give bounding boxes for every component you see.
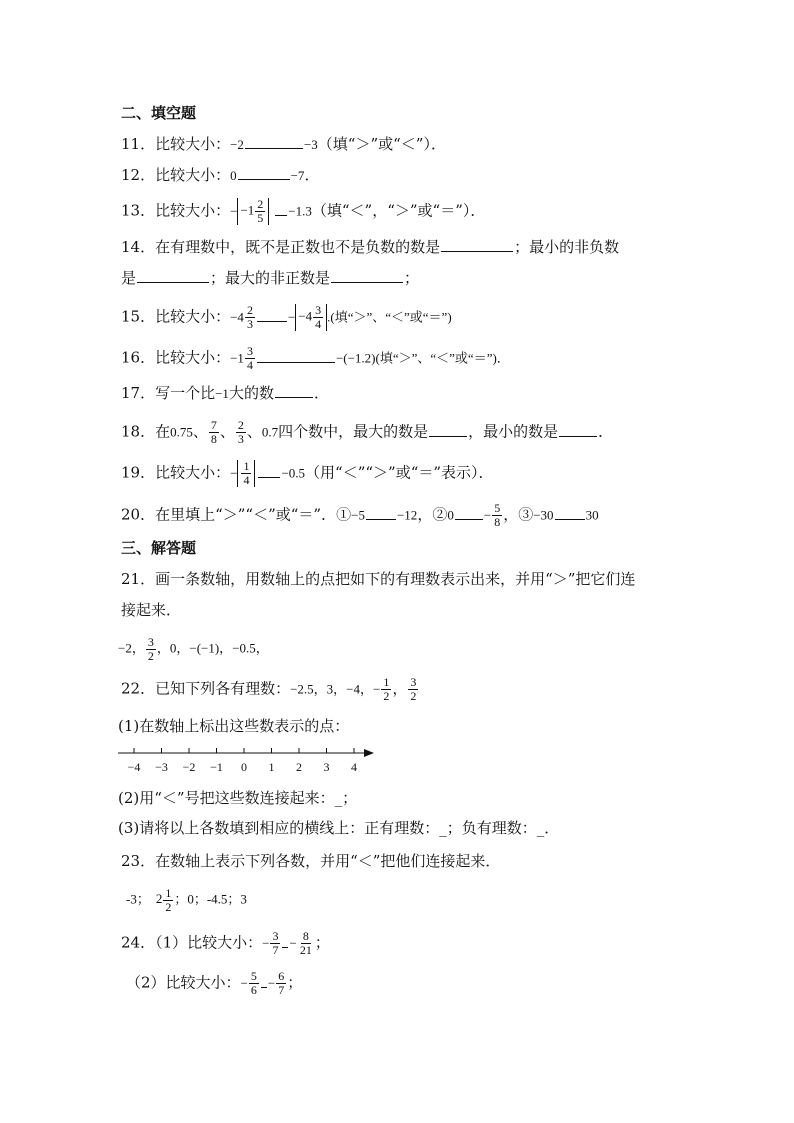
number-line-tick-label: 2 [296,760,302,774]
answer-blank[interactable] [555,505,585,520]
fraction: $\frac{5}{6}$ [250,969,257,997]
fraction: $\frac{3}{4}$ [315,303,322,331]
number-line-tick-label: 4 [351,760,357,774]
number-line-ticks [128,748,357,774]
question-20: 20．在里填上“＞”“＜”或“＝”．①−5 −12，②0 − $\frac{5}{8}$ ，③−30 30 [121,501,599,529]
answer-blank[interactable] [429,422,467,437]
answer-blank[interactable] [137,268,209,283]
number-line-tick-label: −2 [182,760,196,774]
absolute-value: −4 $\frac{3}{4}$ [295,304,327,331]
question-22: 22．已知下列各有理数：−2.5，3，−4，− $\frac{1}{2}$ ， $\frac{3}{2}$ [121,675,417,703]
answer-blank[interactable] [559,422,597,437]
question-11: 11．比较大小：−2 −3（填“＞”或“＜”）． [121,135,446,153]
answer-blank[interactable] [455,505,483,520]
section-heading-answer: 三、解答题 [121,539,197,557]
question-21-line-1: 21．画一条数轴，用数轴上的点把如下的有理数表示出来，并用“＞”把它们连 [121,570,636,588]
section-heading-fill-in: 二、填空题 [121,104,197,122]
question-12: 12．比较大小：0 −7． [121,166,320,184]
fraction: $\frac{2}{3}$ [237,418,244,446]
fraction: $\frac{1}{4}$ [243,459,250,487]
fraction: $\frac{3}{2}$ [410,675,417,703]
question-22-part-2: (2)用“＜”号把这些数连接起来：_； [118,789,358,807]
answer-blank[interactable] [282,933,288,948]
question-24-part-1: 24．（1）比较大小：− $\frac{3}{7}$ − $\frac{8}{21}$ ； [121,929,330,957]
answer-blank[interactable] [261,973,267,988]
number-line-tick-label: 0 [241,760,247,774]
question-23: 23．在数轴上表示下列各数，并用“＜”把他们连接起来． [121,852,501,870]
question-17: 17．写一个比−1大的数 ． [121,384,329,402]
number-line-tick-label: −3 [155,760,168,774]
number-line-arrow [364,749,374,757]
question-19: 19．比较大小：− $\frac{1}{4}$ −0.5（用“＜”“＞”或“＝”表示）． [121,459,494,487]
absolute-value [237,460,255,487]
answer-blank[interactable] [275,201,287,216]
fraction: $\frac{5}{8}$ [494,501,501,529]
question-18: 18．在0.75、 $\frac{7}{8}$ 、 $\frac{2}{3}$ 、0.7四个数中，最大的数是 ，最小的数是 ． [121,418,614,446]
fraction: $\frac{3}{7}$ [272,929,279,957]
question-15: 15．比较大小：−4 $\frac{2}{3}$ − −4 $\frac{3}{4}$ .(填“＞”、“＜”或“＝”) [121,303,452,331]
answer-blank[interactable] [441,237,513,252]
question-22-part-3: (3)请将以上各数填到相应的横线上：正有理数：_；负有理数：_． [118,819,560,837]
answer-blank[interactable] [258,463,280,478]
answer-blank[interactable] [257,348,335,363]
question-21-line-2: 接起来． [121,601,182,619]
question-24-part-2: （2）比较大小：− $\frac{5}{6}$ − $\frac{6}{7}$ ； [126,969,303,997]
answer-blank[interactable] [238,165,290,180]
question-23-values: -3； 2 $\frac{1}{2}$ ；0；-4.5；3 [126,886,247,914]
fraction: $\frac{1}{2}$ [383,675,390,703]
number-line-tick-label: −1 [210,760,223,774]
question-16: 16．比较大小：−1 $\frac{3}{4}$ −(−1.2)(填“＞”、“＜”或“＝”)． [121,344,510,372]
question-14-line-2: 是 ；最大的非正数是 ； [121,269,420,287]
answer-blank[interactable] [366,505,396,520]
question-22-part-1: (1)在数轴上标出这些数表示的点： [118,717,350,735]
absolute-value: −1 $\frac{2}{5}$ [237,198,269,225]
answer-blank[interactable] [245,134,303,149]
question-21-values: −2， $\frac{3}{2}$ ，0，−(−1)，−0.5， [118,635,269,663]
answer-blank[interactable] [257,307,287,322]
fraction: $\frac{8}{21}$ [299,929,312,957]
number-line-tick-label: −4 [127,760,141,774]
number-line [118,742,374,776]
fraction: $\frac{7}{8}$ [210,418,217,446]
question-14-line-1: 14．在有理数中，既不是正数也不是负数的数是 ；最小的非负数 [121,238,620,256]
question-13: 13．比较大小：− −1 $\frac{2}{5}$ −1.3（填“＜”，“＞”或“＝”）． [121,197,486,225]
number-line-tick-label: 3 [323,760,330,774]
answer-blank[interactable] [331,268,403,283]
fraction: $\frac{1}{2}$ [165,886,172,914]
fraction: $\frac{3}{4}$ [246,344,253,372]
answer-blank[interactable] [275,383,313,398]
fraction: $\frac{6}{7}$ [278,969,285,997]
fraction: $\frac{2}{3}$ [246,303,253,331]
fraction: $\frac{2}{5}$ [257,197,264,225]
number-line-tick-label: 1 [268,760,275,774]
fraction: $\frac{3}{2}$ [147,635,154,663]
